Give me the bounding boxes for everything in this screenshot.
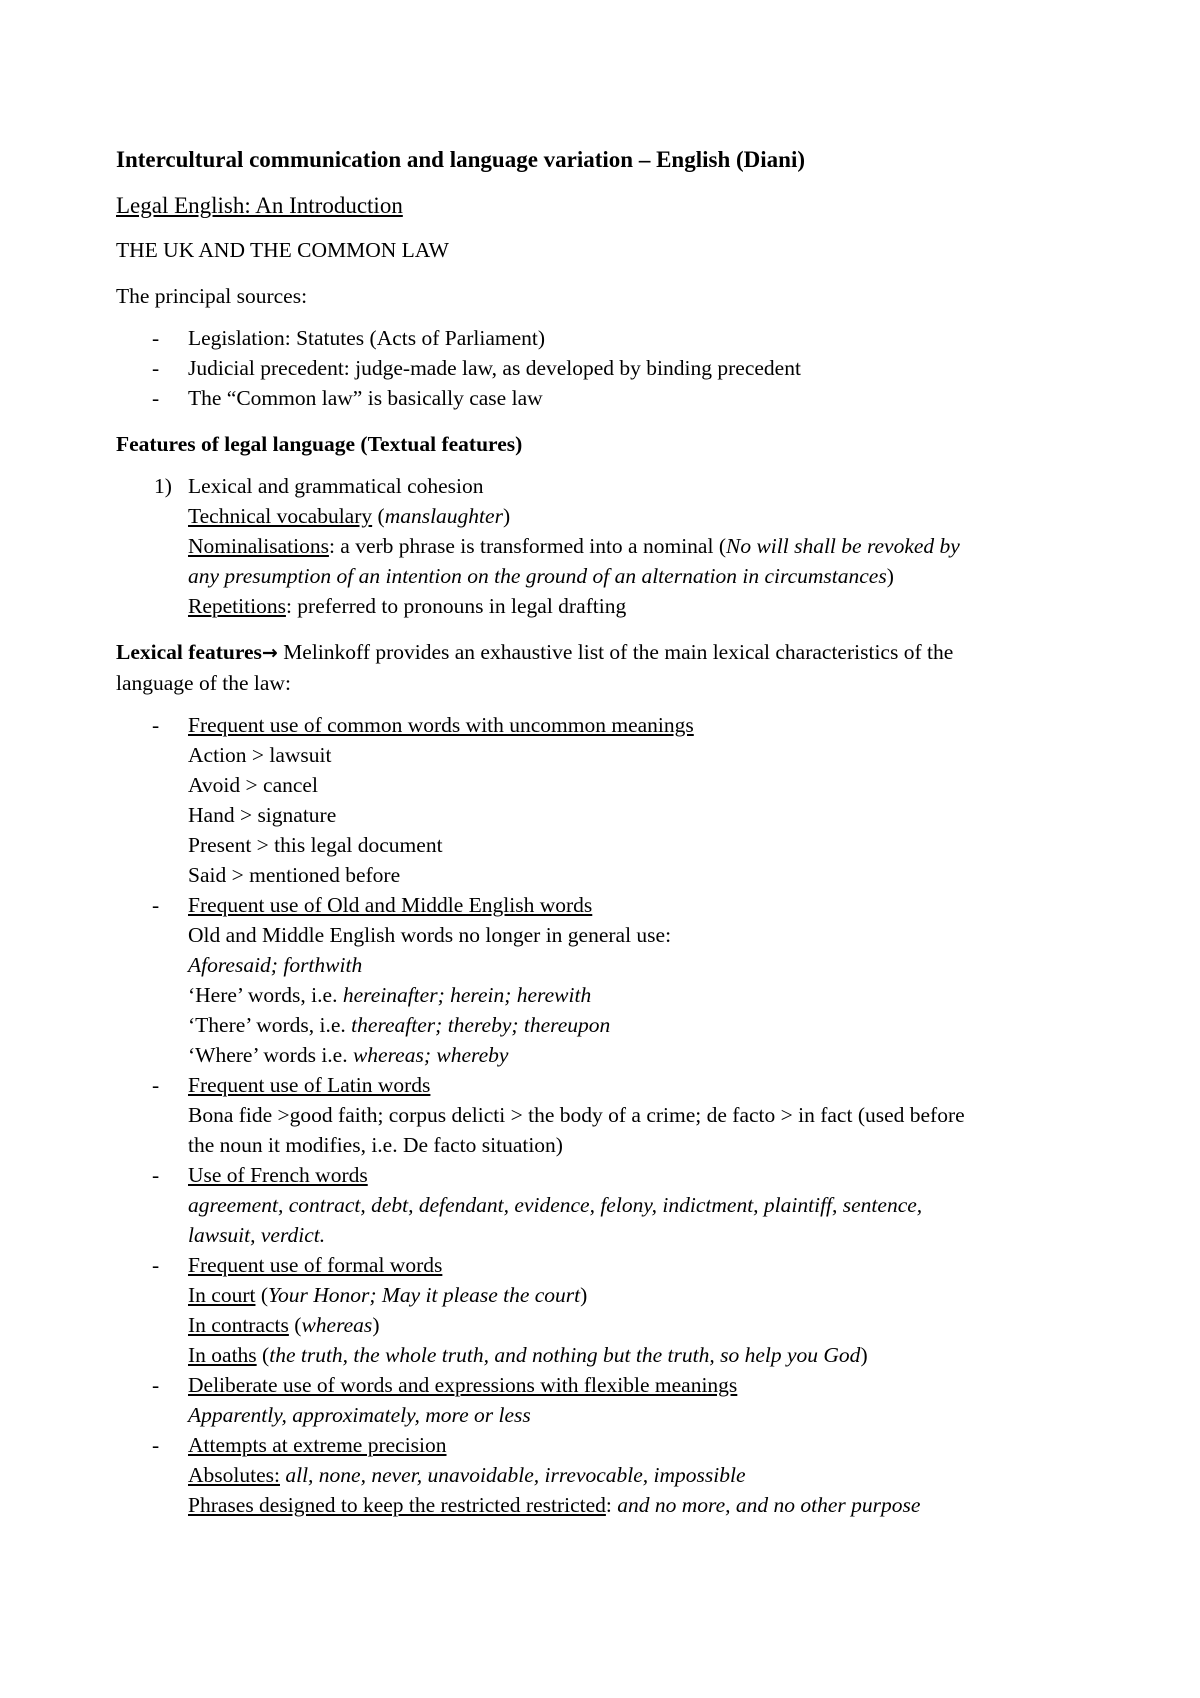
- latin-words-examples: Bona fide >good faith; corpus delicti > the body of a crime; de facto > in fact (used before: [188, 1103, 965, 1127]
- document-subtitle: Legal English: An Introduction: [116, 193, 403, 218]
- in-oaths-line: [188, 1340, 1096, 1370]
- common-words-example: Present > this legal document: [188, 833, 443, 857]
- technical-vocabulary-label: Technical vocabulary: [188, 504, 373, 528]
- dash-marker: -: [152, 1373, 160, 1397]
- list-item: [116, 353, 1096, 383]
- restricted-phrases-line: [188, 1490, 1096, 1520]
- common-words-example: Said > mentioned before: [188, 863, 401, 887]
- colon: :: [605, 1493, 618, 1517]
- old-english-examples: Aforesaid; forthwith: [188, 953, 363, 977]
- where-words-prefix: ‘Where’ words i.e.: [188, 1043, 353, 1067]
- nominalisations-label: Nominalisations: [188, 534, 329, 558]
- nominalisations-line-continued: [188, 561, 1096, 591]
- in-contracts-line: [188, 1310, 1096, 1340]
- flexible-meanings-examples: Apparently, approximately, more or less: [188, 1403, 531, 1427]
- flexible-meanings-title: Deliberate use of words and expressions with flexible meanings: [188, 1373, 738, 1397]
- list-item: [116, 323, 1096, 353]
- right-arrow-icon: →: [261, 642, 278, 664]
- lexical-features-intro: [116, 637, 1096, 698]
- absolutes-examples: all, none, never, unavoidable, irrevocable, impossible: [279, 1463, 746, 1487]
- restricted-phrases-examples: and no more, and no other purpose: [617, 1493, 921, 1517]
- nominalisations-line: [188, 531, 1096, 561]
- technical-vocabulary-example: manslaughter: [384, 504, 503, 528]
- paren: ): [580, 1283, 588, 1307]
- here-words-line: [188, 980, 1096, 1010]
- dash-marker: -: [152, 893, 160, 917]
- french-words-examples-continued: lawsuit, verdict.: [188, 1223, 326, 1247]
- document-content: [116, 145, 1096, 1536]
- list-item: [116, 1070, 1096, 1160]
- absolutes-label: Absolutes:: [188, 1463, 280, 1487]
- extreme-precision-title: Attempts at extreme precision: [188, 1433, 447, 1457]
- section-heading-uk-common-law: THE UK AND THE COMMON LAW: [116, 238, 449, 262]
- nominalisations-example-continued: any presumption of an intention on the ground of an alternation in circumstances: [188, 564, 887, 588]
- old-english-title: Frequent use of Old and Middle English words: [188, 893, 593, 917]
- there-words: thereafter; thereby; thereupon: [351, 1013, 611, 1037]
- in-oaths-example: the truth, the whole truth, and nothing but the truth, so help you God: [269, 1343, 861, 1367]
- list-item: [116, 471, 1096, 621]
- paren: ): [886, 564, 894, 588]
- formal-words-title: Frequent use of formal words: [188, 1253, 443, 1277]
- list-item: [116, 1250, 1096, 1370]
- dash-marker: -: [152, 386, 160, 410]
- lexical-features-text: Melinkoff provides an exhaustive list of the main lexical characteristics of the: [277, 640, 954, 664]
- in-oaths-label: In oaths: [188, 1343, 257, 1367]
- repetitions-line: [188, 591, 1096, 621]
- nominalisations-example: No will shall be revoked by: [725, 534, 960, 558]
- number-marker: 1): [154, 474, 172, 498]
- lexical-features-list: [116, 710, 1096, 1520]
- lexical-features-label: Lexical features: [116, 640, 262, 664]
- where-words: whereas; whereby: [352, 1043, 509, 1067]
- principal-sources-list: [116, 323, 1096, 413]
- paren: (: [260, 1283, 269, 1307]
- restricted-phrases-label: Phrases designed to keep the restricted restricted: [188, 1493, 606, 1517]
- document-title: Intercultural communication and language variation – English (Diani): [116, 147, 806, 172]
- common-words-example: Hand > signature: [188, 803, 337, 827]
- dash-marker: -: [152, 713, 160, 737]
- list-item-text: Legislation: Statutes (Acts of Parliament): [188, 326, 546, 350]
- repetitions-text: : preferred to pronouns in legal drafting: [285, 594, 627, 618]
- list-item: [116, 1430, 1096, 1520]
- dash-marker: -: [152, 356, 160, 380]
- list-item: [116, 1160, 1096, 1250]
- dash-marker: -: [152, 1073, 160, 1097]
- where-words-line: [188, 1040, 1096, 1070]
- in-court-label: In court: [188, 1283, 256, 1307]
- there-words-line: [188, 1010, 1096, 1040]
- old-english-intro: Old and Middle English words no longer in general use:: [188, 923, 672, 947]
- common-words-example: Action > lawsuit: [188, 743, 332, 767]
- section-heading-legal-features: Features of legal language (Textual features): [116, 432, 523, 456]
- dash-marker: -: [152, 326, 160, 350]
- here-words: hereinafter; herein; herewith: [342, 983, 592, 1007]
- cohesion-title: Lexical and grammatical cohesion: [188, 474, 484, 498]
- in-contracts-example: whereas: [301, 1313, 373, 1337]
- here-words-prefix: ‘Here’ words, i.e.: [188, 983, 343, 1007]
- list-item-text: Judicial precedent: judge-made law, as developed by binding precedent: [188, 356, 801, 380]
- dash-marker: -: [152, 1163, 160, 1187]
- list-item-text: The “Common law” is basically case law: [188, 386, 543, 410]
- list-item: [116, 383, 1096, 413]
- latin-words-title: Frequent use of Latin words: [188, 1073, 431, 1097]
- paren: ): [502, 504, 511, 528]
- french-words-examples: agreement, contract, debt, defendant, evidence, felony, indictment, plaintiff, sentence,: [188, 1193, 923, 1217]
- common-words-title: Frequent use of common words with uncommon meanings: [188, 713, 694, 737]
- technical-vocabulary-line: [188, 501, 1096, 531]
- lexical-features-text-continued: language of the law:: [116, 671, 291, 695]
- paren: ): [860, 1343, 868, 1367]
- in-contracts-label: In contracts: [188, 1313, 289, 1337]
- principal-sources-intro: The principal sources:: [116, 284, 308, 308]
- dash-marker: -: [152, 1253, 160, 1277]
- paren: (: [262, 1343, 270, 1367]
- french-words-title: Use of French words: [188, 1163, 368, 1187]
- dash-marker: -: [152, 1433, 160, 1457]
- paren: (: [377, 504, 385, 528]
- absolutes-line: [188, 1460, 1096, 1490]
- nominalisations-text: : a verb phrase is transformed into a nominal (: [328, 534, 726, 558]
- repetitions-label: Repetitions: [188, 594, 286, 618]
- in-court-example: Your Honor; May it please the court: [268, 1283, 581, 1307]
- in-court-line: [188, 1280, 1096, 1310]
- list-item: [116, 890, 1096, 1070]
- paren: (: [294, 1313, 302, 1337]
- list-item: [116, 710, 1096, 890]
- textual-features-list: [116, 471, 1096, 621]
- paren: ): [372, 1313, 380, 1337]
- there-words-prefix: ‘There’ words, i.e.: [188, 1013, 352, 1037]
- list-item: [116, 1370, 1096, 1430]
- latin-words-examples-continued: the noun it modifies, i.e. De facto situation): [188, 1133, 563, 1157]
- common-words-example: Avoid > cancel: [188, 773, 318, 797]
